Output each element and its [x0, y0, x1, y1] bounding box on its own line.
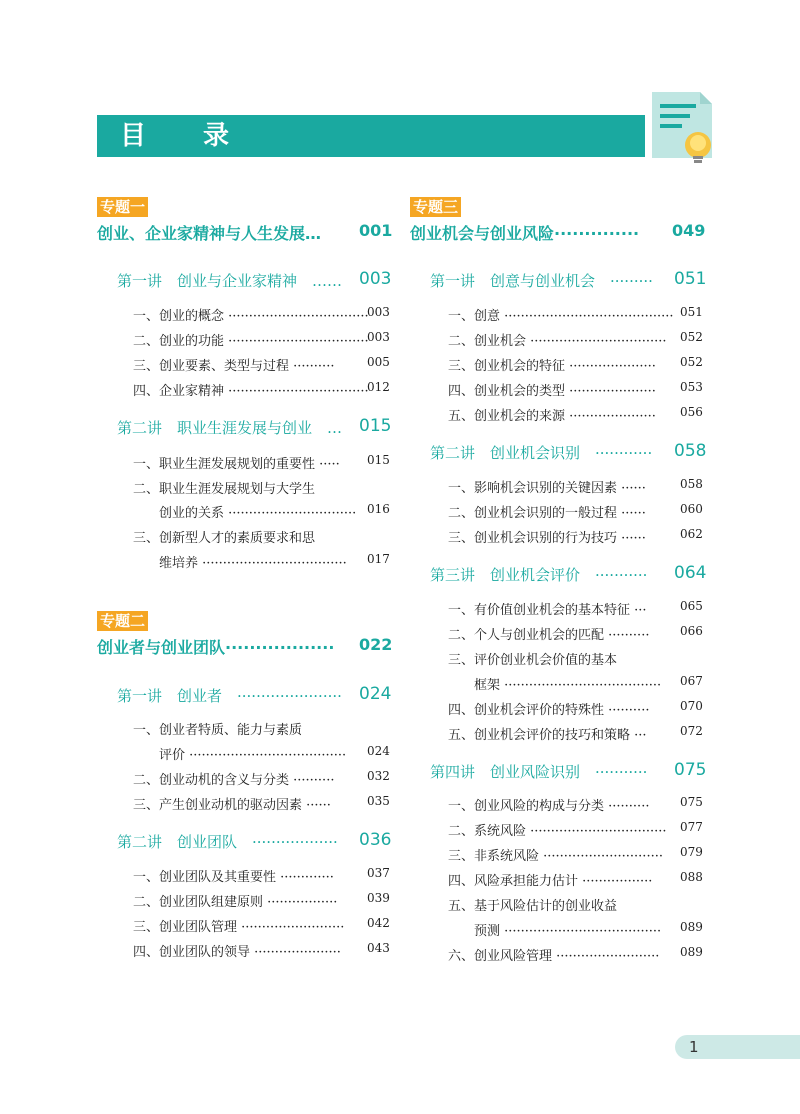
toc-item[interactable]: 二、个人与创业机会的匹配 ·········· 066: [448, 624, 703, 643]
toc-item[interactable]: 四、创业团队的领导 ····················· 043: [133, 941, 390, 960]
toc-item[interactable]: 一、创业团队及其重要性 ············· 037: [133, 866, 390, 885]
lecture-title[interactable]: 第一讲 创业者 ······················ 024: [117, 684, 392, 705]
topic-badge: 专题二: [97, 611, 148, 631]
lecture-title[interactable]: 第二讲 职业生涯发展与创业 … 015: [117, 416, 392, 437]
toc-item[interactable]: 三、创业团队管理 ························· 042: [133, 916, 390, 935]
topic-title[interactable]: 创业者与创业团队·················· 022: [97, 635, 393, 657]
toc-item[interactable]: 三、创业机会的特征 ····················· 052: [448, 355, 703, 374]
toc-item[interactable]: 框架 ······································ 067: [448, 674, 703, 693]
toc-item[interactable]: 一、创业者特质、能力与素质: [133, 723, 303, 738]
toc-item[interactable]: 五、创业机会的来源 ····················· 056: [448, 405, 703, 424]
topic-badge: 专题三: [410, 197, 461, 217]
toc-item[interactable]: 四、创业机会的类型 ····················· 053: [448, 380, 703, 399]
toc-item[interactable]: 六、创业风险管理 ························· 089: [448, 945, 703, 964]
toc-item[interactable]: 四、创业机会评价的特殊性 ·········· 070: [448, 699, 703, 718]
lecture-title[interactable]: 第一讲 创业与企业家精神 …… 003: [117, 269, 392, 290]
toc-item[interactable]: 一、创业的概念 ·································· 003: [133, 305, 390, 324]
toc-item[interactable]: 预测 ······································ 089: [448, 920, 703, 939]
topic-title[interactable]: 创业、企业家精神与人生发展… 001: [97, 221, 393, 243]
topic-page: 001: [359, 221, 393, 240]
topic-title[interactable]: 创业机会与创业风险·············· 049: [410, 221, 706, 243]
toc-item[interactable]: 二、创业机会 ································· 052: [448, 330, 703, 349]
toc-item[interactable]: 一、影响机会识别的关键因素 ······ 058: [448, 477, 703, 496]
topic-page: 049: [672, 221, 706, 240]
lecture-title[interactable]: 第二讲 创业机会识别 ············ 058: [430, 441, 707, 462]
toc-item[interactable]: 三、非系统风险 ····························· 079: [448, 845, 703, 864]
toc-item[interactable]: 三、创业机会识别的行为技巧 ······ 062: [448, 527, 703, 546]
toc-item[interactable]: 四、风险承担能力估计 ················· 088: [448, 870, 703, 889]
toc-item[interactable]: 二、创业机会识别的一般过程 ······ 060: [448, 502, 703, 521]
toc-item[interactable]: 五、基于风险估计的创业收益: [448, 899, 618, 914]
toc-item[interactable]: 五、创业机会评价的技巧和策略 ··· 072: [448, 724, 703, 743]
toc-item[interactable]: 三、创业要素、类型与过程 ·········· 005: [133, 355, 390, 374]
topic-badge: 专题一: [97, 197, 148, 217]
toc-item[interactable]: 一、创意 ········································· 051: [448, 305, 703, 324]
toc-item[interactable]: 二、职业生涯发展规划与大学生: [133, 482, 316, 497]
lecture-title[interactable]: 第一讲 创意与创业机会 ········· 051: [430, 269, 707, 290]
toc-item[interactable]: 三、产生创业动机的驱动因素 ······ 035: [133, 794, 390, 813]
lecture-title[interactable]: 第四讲 创业风险识别 ··········· 075: [430, 760, 707, 781]
document-lightbulb-icon: [652, 92, 726, 170]
lecture-title[interactable]: 第二讲 创业团队 ·················· 036: [117, 830, 392, 851]
toc-item[interactable]: 创业的关系 ······························· 016: [133, 502, 390, 521]
toc-item[interactable]: 二、创业的功能 ·································· 003: [133, 330, 390, 349]
toc-item[interactable]: 评价 ······································ 024: [133, 744, 390, 763]
page-number: 1: [689, 1038, 699, 1056]
toc-item[interactable]: 三、创新型人才的素质要求和思: [133, 531, 316, 546]
lecture-title[interactable]: 第三讲 创业机会评价 ··········· 064: [430, 563, 707, 584]
toc-item[interactable]: 二、创业动机的含义与分类 ·········· 032: [133, 769, 390, 788]
toc-item[interactable]: 二、系统风险 ································· 077: [448, 820, 703, 839]
toc-item[interactable]: 维培养 ··································· 017: [133, 552, 390, 571]
topic-page: 022: [359, 635, 393, 654]
toc-item[interactable]: 一、创业风险的构成与分类 ·········· 075: [448, 795, 703, 814]
toc-item[interactable]: 一、有价值创业机会的基本特征 ··· 065: [448, 599, 703, 618]
toc-item[interactable]: 四、企业家精神 ·································· 012: [133, 380, 390, 399]
page-title: 目 录: [120, 121, 254, 151]
toc-item[interactable]: 二、创业团队组建原则 ················· 039: [133, 891, 390, 910]
toc-item[interactable]: 一、职业生涯发展规划的重要性 ····· 015: [133, 453, 390, 472]
toc-item[interactable]: 三、评价创业机会价值的基本: [448, 653, 618, 668]
